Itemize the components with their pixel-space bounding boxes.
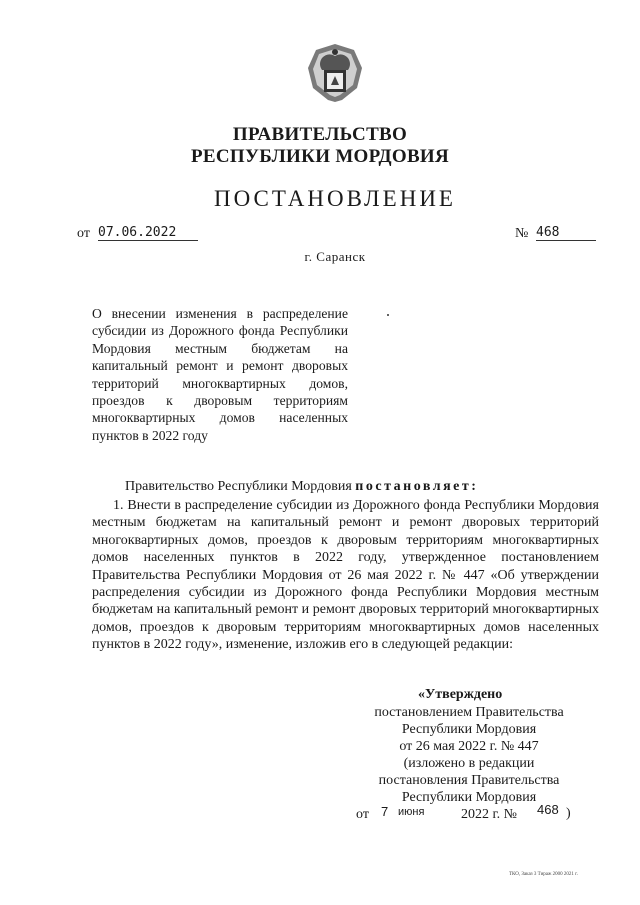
- document-number: 468: [536, 225, 596, 241]
- intro-colon: :: [471, 479, 479, 494]
- approval-month: июня: [398, 806, 425, 818]
- resolution-intro: [125, 479, 478, 495]
- document-subject: О внесении изменения в распределение субсидии из Дорожного фонда Республики Мордовия местным бюджетам на капитальный ремонт и ремонт дворовых территорий многоквартирных домов, проездов к дворовым территориям многоквартирных домов населенных пунктов в 2022 году: [92, 306, 348, 443]
- print-footer: ТКО, Заказ 3 Тираж 2000 2021 г.: [509, 872, 578, 877]
- resolution-body: 1. Внести в распределение субсидии из Дорожного фонда Республики Мордовия местным бюджетам на капитальный ремонт и ремонт дворовых территорий многоквартирных домов, проездов к дворовым территориям многоквартирных домов населенных пунктов в 2022 году, утвержденное постановлением Правительства Республики Мордовия от 26 мая 2022 г. № 447 «Об утверждении распределения субсидии из Дорожного фонда Республики Мордовия местным бюджетам на капитальный ремонт и ремонт дворовых территорий многоквартирных домов, проездов к дворовым территориям многоквартирных домов населенных пунктов в 2022 году», изменение, изложив его в следующей редакции:: [92, 498, 599, 653]
- government-title-line1: ПРАВИТЕЛЬСТВО: [232, 124, 408, 145]
- number-prefix: №: [515, 226, 529, 241]
- city-name: г. Саранск: [304, 249, 366, 264]
- government-title-line2: РЕСПУБЛИКИ МОРДОВИЯ: [190, 146, 450, 167]
- approval-date-prefix: от: [356, 807, 369, 822]
- approval-day: 7: [381, 804, 389, 819]
- approval-closing: ): [566, 806, 571, 821]
- approval-line: постановления Правительства: [378, 773, 560, 788]
- date-prefix: от: [77, 226, 90, 241]
- approval-line: (изложено в редакции: [403, 756, 535, 771]
- approval-number: 468: [537, 802, 559, 817]
- approval-line: Республики Мордовия: [401, 722, 537, 737]
- coat-of-arms-emblem-icon: [302, 40, 368, 106]
- approval-line: постановлением Правительства: [374, 705, 564, 720]
- approval-line: от 26 мая 2022 г. № 447: [399, 739, 539, 754]
- approval-year: 2022 г. №: [461, 807, 518, 822]
- approval-line: Республики Мордовия: [401, 790, 537, 805]
- document-date: 07.06.2022: [98, 225, 198, 241]
- approval-title: «Утверждено: [418, 687, 503, 702]
- document-type-title: ПОСТАНОВЛЕНИЕ: [214, 186, 456, 211]
- stray-dot-mark: [387, 314, 389, 316]
- intro-text: Правительство Республики Мордовия: [125, 479, 352, 494]
- intro-keyword: постановляет: [355, 479, 472, 494]
